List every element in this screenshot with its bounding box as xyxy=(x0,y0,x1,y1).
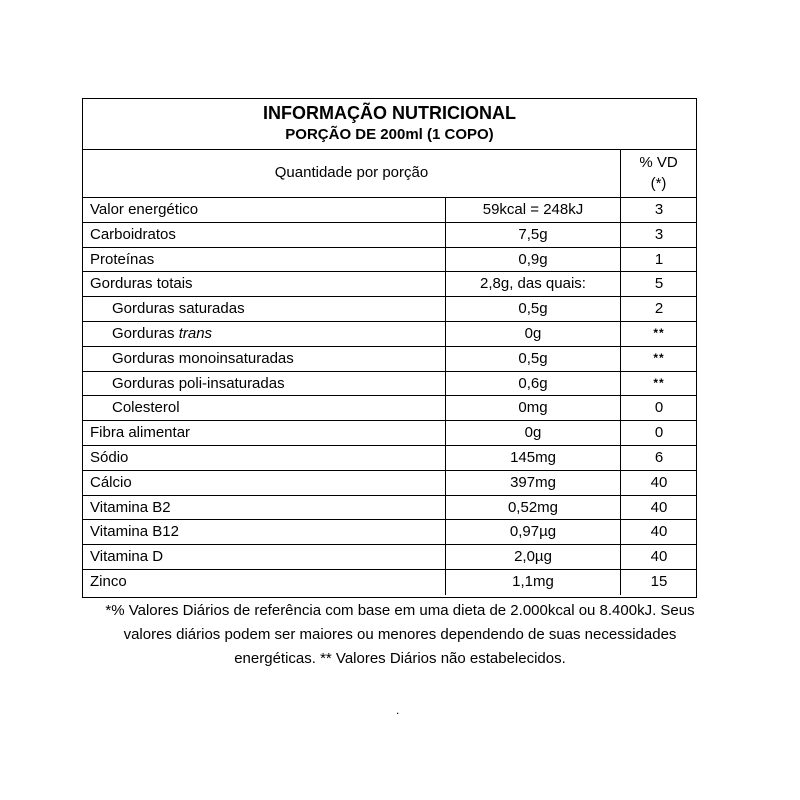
nutrient-quantity: 0,9g xyxy=(445,248,620,272)
nutrient-quantity: 59kcal = 248kJ xyxy=(445,198,620,222)
nutrient-quantity: 0,6g xyxy=(445,372,620,396)
footnote xyxy=(40,599,760,671)
nutrient-quantity: 0g xyxy=(445,421,620,445)
nutrient-rows xyxy=(83,198,696,595)
nutrient-name: Valor energético xyxy=(90,201,199,218)
nutrient-quantity: 145mg xyxy=(445,446,620,470)
table-row xyxy=(83,471,696,496)
table-row xyxy=(83,545,696,570)
nutrient-daily-value: 15 xyxy=(620,570,697,595)
nutrient-name: Gorduras poli-insaturadas xyxy=(112,374,285,392)
nutrient-name: Sódio xyxy=(90,448,129,466)
column-header-row xyxy=(83,150,696,198)
nutrient-name: Carboidratos xyxy=(90,225,176,243)
nutrient-quantity: 2,0µg xyxy=(445,545,620,569)
table-row xyxy=(83,496,696,521)
nutrient-name-prefix: Gorduras xyxy=(112,324,179,342)
nutrient-daily-value: ** xyxy=(620,347,697,371)
nutrient-name: Fibra alimentar xyxy=(90,424,191,442)
serving-size: PORÇÃO DE 200ml (1 COPO) xyxy=(285,126,494,143)
nutrient-name: Proteínas xyxy=(90,250,155,268)
nutrient-quantity: 0,5g xyxy=(445,297,620,321)
nutrient-quantity: 2,8g, das quais: xyxy=(445,272,620,296)
nutrient-daily-value: 3 xyxy=(620,223,697,247)
nutrient-name: Gorduras saturadas xyxy=(112,300,245,318)
nutrition-table xyxy=(82,98,697,598)
stray-mark: . xyxy=(396,703,400,717)
table-row xyxy=(83,322,696,347)
nutrient-name: Gorduras totais xyxy=(90,275,193,293)
nutrient-quantity: 397mg xyxy=(445,471,620,495)
nutrient-quantity: 7,5g xyxy=(445,223,620,247)
nutrient-daily-value: 40 xyxy=(620,545,697,569)
nutrient-daily-value: 6 xyxy=(620,446,697,470)
nutrient-name: Cálcio xyxy=(90,473,132,491)
nutrient-quantity: 1,1mg xyxy=(445,570,620,595)
nutrient-daily-value: ** xyxy=(620,372,697,396)
footnote-line: valores diários podem ser maiores ou menores dependendo de suas necessidades xyxy=(123,626,677,643)
nutrient-name: Gorduras monoinsaturadas xyxy=(112,349,294,367)
nutrient-daily-value: ** xyxy=(620,322,697,346)
nutrient-name-italic: trans xyxy=(178,324,213,342)
table-row xyxy=(83,223,696,248)
nutrient-name: Zinco xyxy=(90,572,127,590)
table-row xyxy=(83,248,696,273)
daily-value-asterisk: (*) xyxy=(650,175,667,192)
table-title: INFORMAÇÃO NUTRICIONAL xyxy=(263,103,516,123)
nutrient-daily-value: 5 xyxy=(620,272,697,296)
table-row xyxy=(83,198,696,223)
table-row xyxy=(83,396,696,421)
nutrient-quantity: 0,97µg xyxy=(445,520,620,544)
nutrient-daily-value: 0 xyxy=(620,396,697,420)
nutrient-daily-value: 3 xyxy=(620,198,697,222)
table-row xyxy=(83,570,696,595)
table-header xyxy=(83,99,696,150)
table-row xyxy=(83,372,696,397)
nutrient-daily-value: 0 xyxy=(620,421,697,445)
nutrient-quantity: 0,5g xyxy=(445,347,620,371)
nutrient-daily-value: 1 xyxy=(620,248,697,272)
nutrient-quantity: 0mg xyxy=(445,396,620,420)
daily-value-header xyxy=(620,152,697,194)
footnote-line: *% Valores Diários de referência com base em uma dieta de 2.000kcal ou 8.400kJ. Seus xyxy=(105,602,695,619)
table-row xyxy=(83,520,696,545)
table-row xyxy=(83,297,696,322)
nutrient-daily-value: 40 xyxy=(620,520,697,544)
nutrient-quantity: 0g xyxy=(445,322,620,346)
nutrient-name: Vitamina B2 xyxy=(90,498,171,516)
nutrient-daily-value: 40 xyxy=(620,496,697,520)
nutrient-daily-value: 2 xyxy=(620,297,697,321)
nutrient-quantity: 0,52mg xyxy=(445,496,620,520)
table-row xyxy=(83,421,696,446)
nutrient-name xyxy=(83,322,445,346)
nutrient-name: Colesterol xyxy=(112,399,180,417)
quantity-per-serving-header: Quantidade por porção xyxy=(274,164,429,181)
footnote-line: energéticas. ** Valores Diários não estabelecidos. xyxy=(234,650,566,667)
nutrient-daily-value: 40 xyxy=(620,471,697,495)
table-row xyxy=(83,272,696,297)
table-row xyxy=(83,446,696,471)
nutrient-name: Vitamina B12 xyxy=(90,523,179,541)
nutrient-name: Vitamina D xyxy=(90,548,164,566)
table-row xyxy=(83,347,696,372)
daily-value-label: % VD xyxy=(639,154,678,171)
